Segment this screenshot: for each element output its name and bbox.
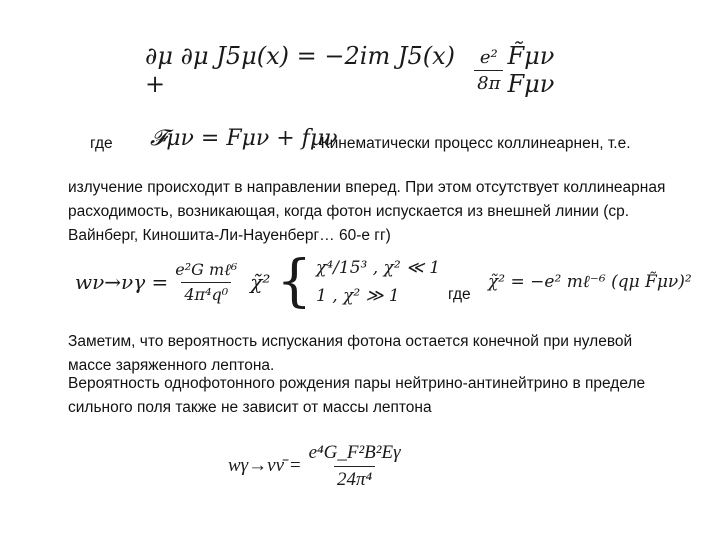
equation-anomaly (145, 40, 605, 100)
paragraph-massless-lepton: Заметим, что вероятность испускания фотона остается конечной при нулевой массе заряженного лептона. (68, 333, 633, 374)
fraction-numerator: e²G mℓ⁶ (175, 260, 238, 279)
cases-block (316, 254, 440, 310)
equation-field-def: 𝓕μν = Fμν + fμν (150, 126, 338, 151)
equation-pair-lhs: wγ→νν̄ = (228, 455, 302, 476)
cases-brace: { (276, 249, 313, 314)
sentence-kinematic: . Кинематически процесс коллинеарнен, т.е. (312, 135, 631, 152)
where-label-2: где (448, 286, 471, 303)
fraction-numerator: e² (479, 46, 498, 68)
equation-anomaly-fraction (474, 47, 503, 94)
equation-anomaly-lhs: ∂μ ∂μ J5μ(x) = −2im J5(x) + (145, 42, 455, 98)
equation-pair-fraction (306, 442, 404, 491)
case-small-chi: χ⁴/15³ , χ² ≪ 1 (316, 258, 441, 278)
equation-rate-lhs: wν→νγ = (75, 270, 169, 294)
fraction-denominator: 24π⁴ (334, 466, 375, 491)
where-label-1: где (90, 135, 113, 152)
equation-rate-fraction (172, 260, 240, 304)
fraction-denominator: 8π (474, 70, 503, 94)
paragraph-collinear: излучение происходит в направлении вперед. При этом отсутствует коллинеарная расходимость, возникающая, когда фотон испускается из внешней линии (ср. Вайнберг, Киношита-Ли-Науенберг… 60-е гг) (68, 179, 666, 244)
fraction-denominator: 4π⁴q⁰ (181, 282, 231, 304)
chi-tilde: χ̃² (250, 270, 271, 294)
equation-anomaly-tail: F̃μν Fμν (507, 42, 555, 98)
equation-pair-rate (228, 436, 408, 496)
case-large-chi: 1 , χ² ≫ 1 (316, 286, 400, 306)
fraction-numerator: e⁴G_F²B²Eγ (308, 441, 401, 463)
paragraph-pair-production: Вероятность однофотонного рождения пары нейтрино-антинейтрино в пределе сильного поля также не зависит от массы лептона (68, 375, 646, 416)
equation-rate-neutrino (75, 246, 445, 318)
equation-chi-def: χ̃² = −e² mℓ⁻⁶ (qμ F̃μν)² (488, 272, 692, 292)
